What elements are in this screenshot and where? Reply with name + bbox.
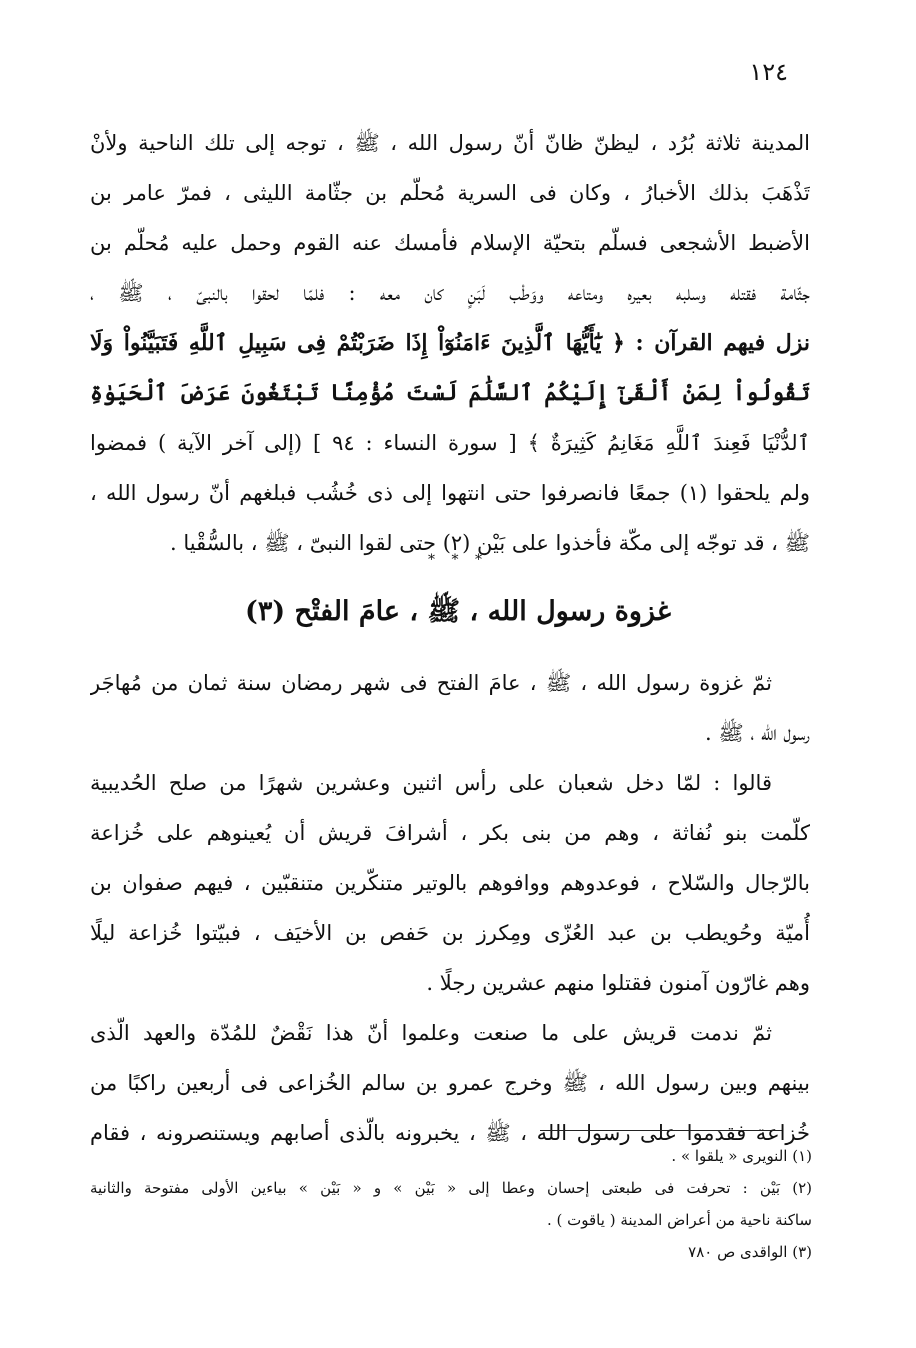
text-line: ثمّ غزوة رسول الله ، ﷺ ، عامَ الفتح فى شهر رمضان سنة ثمان من مُهاجَر <box>90 671 772 695</box>
text-line: الأضبط الأشجعى فسلّم بتحيّة الإسلام فأمسك عنه القوم وحمل عليه مُحلّم بن <box>90 231 810 255</box>
footnote-2: (٢) بَيْن : تحرفت فى طبعتى إحسان وعطا إلى « بَيْن » و « بَيْن » بياءين الأولى مفتوحة والثانية <box>90 1179 812 1197</box>
footnote-divider <box>540 1130 782 1131</box>
section-top-text <box>90 118 810 568</box>
text-line: ﷺ ، قد توجّه إلى مكّة فأخذوا على بَيْن (٢) حتى لقوا النبىّ ، ﷺ ، بالسُّقْيا . <box>170 531 810 555</box>
text-line: أُميّة وحُويطب بن عبد العُزّى ومِكرز بن حَفص بن الأخيَف ، فبيّتوا خُزاعة ليلًا <box>90 921 810 945</box>
text-line: ثمّ ندمت قريش على ما صنعت وعلموا أنّ هذا نَقْضٌ للمُدّة والعهد الّذى <box>90 1021 772 1045</box>
quran-verse-line: نزل فيهم القرآن : ﴿ يَٰٓأَيُّهَا ٱلَّذِينَ ءَامَنُوٓاْ إِذَا ضَرَبْتُمْ فِى سَبِيلِ ٱللَّهِ فَتَبَيَّنُواْ وَلَا <box>90 330 810 356</box>
chapter-heading: غزوة رسول الله ، ﷺ ، عامَ الفتْح (٣) <box>245 596 671 627</box>
text-line: جثّامة فقتله وسلبه بعيره ومتاعه ووَطْب لَبَنٍ كان معه : فلمّا لحقوا بالنبىّ ، ﷺ ، <box>90 281 810 305</box>
text-line: بينهم وبين رسول الله ، ﷺ وخرج عمرو بن سالم الخُزاعى فى أربعين راكبًا من <box>90 1071 810 1095</box>
text-line: قالوا : لمّا دخل شعبان على رأس اثنين وعشرين شهرًا من صلح الحُديبية <box>90 771 772 795</box>
section-main-text <box>90 658 810 1158</box>
text-line: وهم غارّون آمنون فقتلوا منهم عشرين رجلًا . <box>426 971 810 995</box>
footnotes <box>90 1140 812 1268</box>
quran-verse-line: ٱلدُّنْيَا فَعِندَ ٱللَّهِ مَغَانِمُ كَثِيرَةٌ ﴾ [ سورة النساء : ٩٤ ] (إلى آخر الآية ) فمضوا <box>90 431 810 455</box>
text-line: ولم يلحقوا (١) جمعًا فانصرفوا حتى انتهوا إلى ذى خُشُب فبلغهم أنّ رسول الله ، <box>90 481 810 505</box>
section-separator: * * * <box>428 552 488 568</box>
footnote-2-continued: ساكنة ناحية من أعراض المدينة ( ياقوت ) . <box>546 1211 812 1229</box>
quran-verse-line: تَقُولُواْ لِمَنْ أَلْقَىٰٓ إِلَيْكُمُ ٱلسَّلَٰمَ لَسْتَ مُؤْمِنًا تَبْتَغُونَ عَرَضَ ٱلْحَيَوٰةِ <box>90 380 810 406</box>
footnote-1: (١) النويرى « يلقوا » . <box>671 1147 812 1165</box>
page-number: ١٢٤ <box>749 58 788 86</box>
text-line: رسول الله ، ﷺ . <box>704 721 810 745</box>
text-line: خُزاعة فقدموا على رسول الله ، ﷺ ، يخبرونه بالّذى أصابهم ويستنصرونه ، فقام <box>90 1121 810 1145</box>
text-line: بالرّجال والسّلاح ، فوعدوهم ووافوهم بالوتير متنكّرين متنقبّين ، فيهم صفوان بن <box>90 871 810 895</box>
text-line: المدينة ثلاثة بُرُد ، ليظنّ ظانّ أنّ رسول الله ، ﷺ ، توجه إلى تلك الناحية ولأنْ <box>90 131 810 155</box>
footnote-3: (٣) الواقدى ص ٧٨٠ <box>688 1243 812 1261</box>
text-line: تَذْهَبَ بذلك الأخبارُ ، وكان فى السرية مُحلّم بن جثّامة الليثى ، فمرّ عامر بن <box>90 181 810 205</box>
text-line: كلّمت بنو نُفاثة ، وهم من بنى بكر ، أشرافَ قريش أن يُعينوهم على خُزاعة <box>90 821 810 845</box>
